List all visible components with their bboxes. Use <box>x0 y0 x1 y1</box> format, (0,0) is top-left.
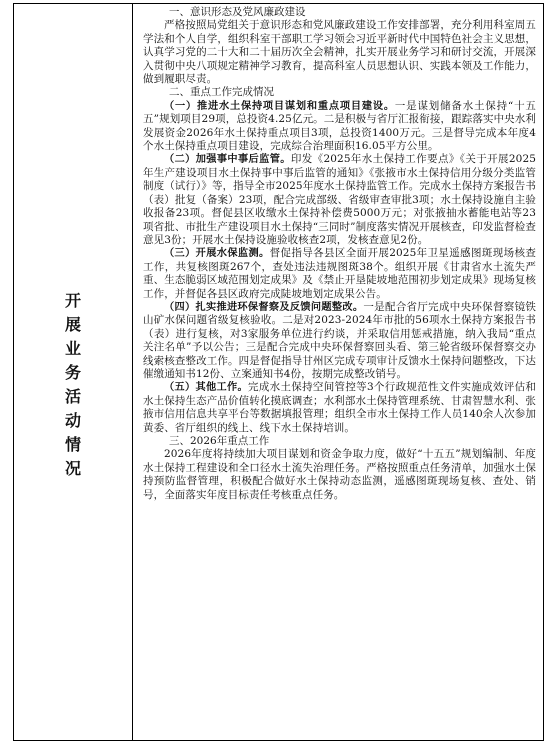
row-label-char: 况 <box>64 459 82 478</box>
ideology-paragraph: 严格按照局党组关于意识形态和党风廉政建设工作安排部署，充分利用科室周五学法和个人自学，组织科室干部职工学习领会习近平新时代中国特色社会主义思想，认真学习党的二十大和二十届历次全会精神，扎实开展业务学习和研讨交流，开展深入贯彻中央八项规定精神学习教育，提高科室人员思想认识、实践本领及工作能力，做到履职尽责。 <box>143 19 536 86</box>
row-label-char: 动 <box>64 411 82 430</box>
item-lead: （五）其他工作。 <box>164 382 249 394</box>
row-label-cell <box>14 4 133 740</box>
section-heading-key-work: 二、重点工作完成情况 <box>169 86 274 99</box>
report-table <box>13 3 544 741</box>
key-work-item-1 <box>143 100 536 154</box>
item-body: 一是谋划储备水土保持“十五五”规划项目29项，总投资4.25亿元。二是积极与省厅汇报衔接，跟踪落实中央水利发展资金2026年水土保持重点项目3项，总投资1400万元。三是督导完成本年度4个水土保持重点项目建设，完成综合治理面积16.05平方公里。 <box>143 99 536 153</box>
key-work-item-5 <box>143 381 536 435</box>
item-body: 一是配合省厅完成中央环保督察镜铁山矿水保问题省级复核验收。二是对2023-2024年市批的56项水土保持方案报告书（表）进行复核，对3家服务单位进行约谈，并采取信用惩戒措施，纳入我局“重点关注名单”予以公告；三是配合完成中央环保督察回头看、第三轮省级环保督察交办线索核查整改工作。四是督促指导甘州区完成专项审计反馈水土保持问题整改，下达催缴通知书12份、立案通知书4份，按期完成整改销号。 <box>143 300 536 380</box>
row-label-char: 开 <box>64 291 82 310</box>
item-lead: （四）扎实推进环保督察及反馈问题整改。 <box>164 301 364 313</box>
key-work-item-4 <box>143 301 536 381</box>
key-work-item-3 <box>143 247 536 301</box>
row-label <box>65 289 81 481</box>
section-heading-2026: 三、2026年重点工作 <box>169 435 270 447</box>
plan-2026-paragraph: 2026年度将持续加大项目谋划和资金争取力度，做好“十五五”规划编制、年度水土保持工程建设和全口径水土流失治理任务。严格按照重点任务清单，加强水土保持预防监督管理，积极配合做好水土保持动态监测，遥感图斑现场复核、查处、销号，全面落实年度目标责任考核重点任务。 <box>143 448 536 501</box>
row-label-char: 情 <box>64 435 82 454</box>
item-body: 印发《2025年水土保持工作要点》《关于开展2025年生产建设项目水土保持事中事后监管的通知》《张掖市水土保持信用分级分类监管制度（试行）》等，指导全市2025年度水土保持监管工作。完成水土保持方案报告书（表）批复（备案）23项，配合完成部级、省级审查审批3项；水土保持设施自主验收报备23项。督促县区收缴水土保持补偿费5000万元；对张掖抽水蓄能电站等23项省批、市批生产建设项目水土保持“三同时”制度落实情况开展核查，印发监督检查意见3份；开展水土保持设施验收核查2项，发核查意见2份。 <box>143 153 536 246</box>
item-lead: （一）推进水土保持项目谋划和重点项目建设。 <box>164 100 395 112</box>
item-body: 完成水土保持空间管控等3个行政规范性文件实施成效评估和水土保持生态产品价值转化摸底调查；水利部水土保持管理系统、甘肃智慧水利、张掖市信用信息共享平台等数据填报管理；组织全市水土保持工作人员140余人次参加黄委、省厅组织的线上、线下水土保持培训。 <box>143 381 536 434</box>
item-body: 督促指导各县区全面开展2025年卫星遥感图斑现场核查工作，共复核图斑267个，查处违法违规图斑38个。组织开展《甘肃省水土流失严重、生态脆弱区域范围划定成果》及《禁止开垦陡坡地范围初步划定成果》现场复核工作，并督促各县区政府完成陡坡地划定成果公告。 <box>143 247 536 300</box>
content-cell <box>134 4 543 740</box>
row-label-char: 务 <box>64 363 82 382</box>
item-lead: （二）加强事中事后监管。 <box>164 154 291 166</box>
section-heading-ideology: 一、意识形态及党风廉政建设 <box>169 6 306 18</box>
row-label-char: 展 <box>64 315 82 334</box>
item-lead: （三）开展水保监测。 <box>164 248 270 260</box>
row-label-char: 业 <box>64 339 82 358</box>
key-work-item-2 <box>143 153 536 247</box>
row-label-char: 活 <box>64 387 82 406</box>
